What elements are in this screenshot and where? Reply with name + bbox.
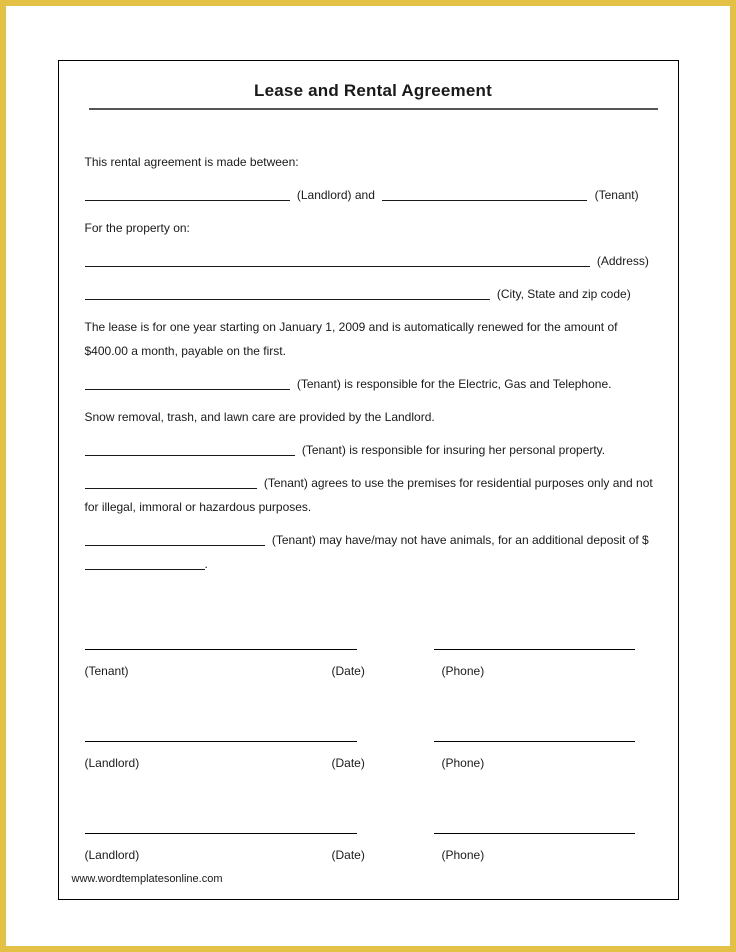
- animals-paragraph: [85, 528, 662, 576]
- signature-lines: [85, 833, 662, 834]
- utilities-line: [85, 372, 662, 396]
- signature-block-landlord-1: [85, 741, 662, 772]
- phone-line: [434, 649, 635, 650]
- date-label: (Date): [331, 848, 365, 862]
- intro-text: This rental agreement is made between:: [84, 155, 299, 169]
- deposit-amount-blank: [85, 558, 205, 570]
- animals-tenant-blank: [85, 534, 265, 546]
- premises-use-paragraph: [85, 471, 662, 519]
- date-label: (Date): [331, 664, 365, 678]
- lease-terms-text: The lease is for one year starting on January 1, 2009 and is automatically renewed for the amount of $400.00 a month, payable on the first.: [84, 320, 618, 358]
- phone-line: [434, 741, 635, 742]
- address-line: [85, 249, 662, 273]
- premises-tenant-blank: [85, 477, 257, 489]
- document-page: [58, 60, 679, 900]
- phone-label: (Phone): [441, 848, 485, 862]
- intro-line: [85, 150, 662, 174]
- tenant-name-blank: [382, 189, 587, 201]
- phone-line: [434, 833, 635, 834]
- signature-line: [85, 741, 357, 742]
- landlord-name-blank: [85, 189, 290, 201]
- phone-label: (Phone): [441, 664, 485, 678]
- signature-lines: [85, 741, 662, 742]
- services-text: Snow removal, trash, and lawn care are provided by the Landlord.: [84, 410, 435, 424]
- signer-label: (Landlord): [84, 848, 140, 862]
- city-blank: [85, 288, 490, 300]
- utilities-tenant-blank: [85, 378, 290, 390]
- signature-lines: [85, 649, 662, 650]
- animals-suffix: .: [204, 557, 208, 571]
- services-line: [85, 405, 662, 429]
- city-label: (City, State and zip code): [496, 287, 631, 301]
- property-intro-line: [85, 216, 662, 240]
- address-blank: [85, 255, 590, 267]
- document-content: [59, 61, 678, 873]
- phone-label: (Phone): [441, 756, 485, 770]
- signature-line: [85, 833, 357, 834]
- address-label: (Address): [596, 254, 649, 268]
- page-title: Lease and Rental Agreement: [254, 81, 492, 100]
- animals-text: (Tenant) may have/may not have animals, for an additional deposit of $: [271, 533, 649, 547]
- date-label: (Date): [331, 756, 365, 770]
- signature-line: [85, 649, 357, 650]
- insurance-line: [85, 438, 662, 462]
- signature-labels: [85, 848, 662, 864]
- insurance-text: (Tenant) is responsible for insuring her personal property.: [301, 443, 606, 457]
- signature-block-landlord-2: [85, 833, 662, 864]
- signature-block-tenant: [85, 649, 662, 680]
- parties-line: [85, 183, 662, 207]
- tenant-label: (Tenant): [594, 188, 639, 202]
- premises-use-text: (Tenant) agrees to use the premises for residential purposes only and not for illegal, immoral or hazardous purposes.: [84, 476, 653, 514]
- city-line: [85, 282, 662, 306]
- landlord-label: (Landlord) and: [296, 188, 375, 202]
- utilities-text: (Tenant) is responsible for the Electric, Gas and Telephone.: [296, 377, 612, 391]
- property-intro-text: For the property on:: [84, 221, 190, 235]
- footer-url: www.wordtemplatesonline.com: [71, 873, 223, 885]
- signer-label: (Tenant): [84, 664, 129, 678]
- insurance-tenant-blank: [85, 444, 295, 456]
- signer-label: (Landlord): [84, 756, 140, 770]
- title-underline: [89, 108, 658, 110]
- signature-labels: [85, 756, 662, 772]
- lease-terms-paragraph: [85, 315, 662, 363]
- signature-labels: [85, 664, 662, 680]
